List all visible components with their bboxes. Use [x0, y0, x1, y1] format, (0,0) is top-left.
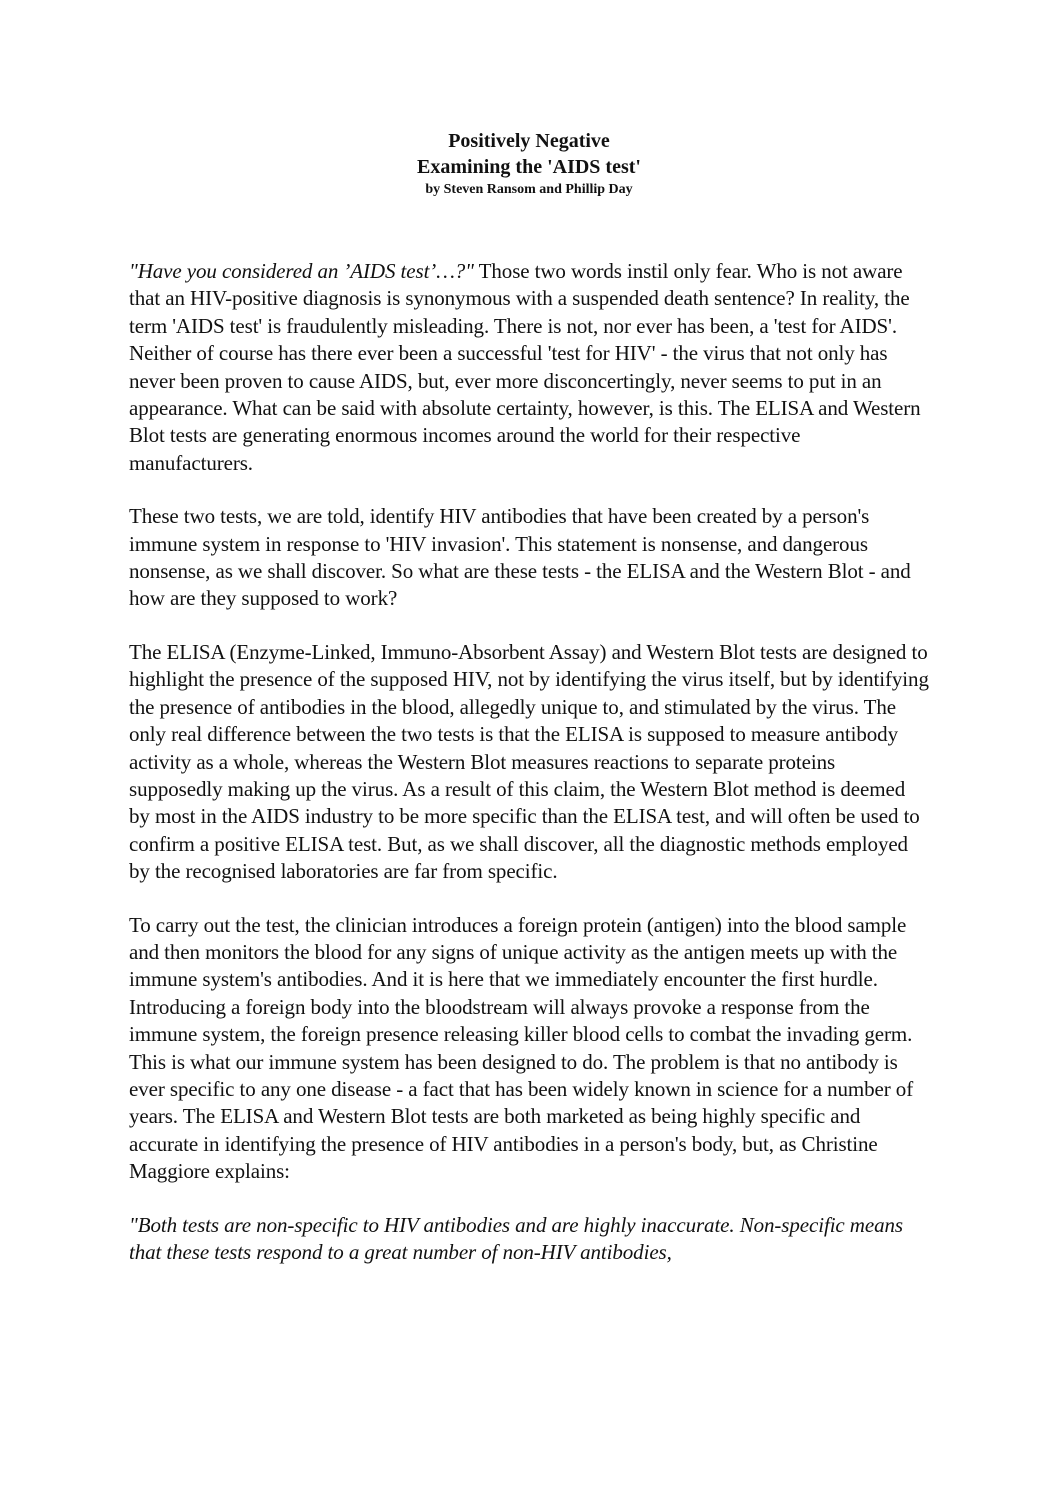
title-line-1: Positively Negative — [448, 130, 610, 152]
title-line-2: Examining the 'AIDS test' — [417, 156, 641, 178]
opening-quote: "Have you considered an ’AIDS test’…?" — [129, 259, 474, 283]
block-quote: "Both tests are non-specific to HIV antibodies and are highly inaccurate. Non-specific means that these tests respond to a great number of non-HIV antibodies, — [129, 1212, 903, 1264]
author-byline: by Steven Ransom and Phillip Day — [425, 182, 633, 197]
document-body — [129, 258, 929, 1266]
paragraph-3: The ELISA (Enzyme-Linked, Immuno-Absorbent Assay) and Western Blot tests are designed to highlight the presence of the supposed HIV, not by identifying the virus itself, but by identifying the presence of antibodies in the blood, allegedly unique to, and stimulated by the virus. The only real difference between the two tests is that the ELISA is supposed to measure antibody activity as a whole, whereas the Western Blot measures reactions to separate proteins supposedly making up the virus. As a result of this claim, the Western Blot method is deemed by most in the AIDS industry to be more specific than the ELISA test, and will often be used to confirm a positive ELISA test. But, as we shall discover, all the diagnostic methods employed by the recognised laboratories are far from specific. — [129, 639, 929, 884]
paragraph-1 — [129, 258, 929, 477]
document-header — [0, 128, 1058, 200]
paragraph-4: To carry out the test, the clinician introduces a foreign protein (antigen) into the blood sample and then monitors the blood for any signs of unique activity as the antigen meets up with the immune system's antibodies. And it is here that we immediately encounter the first hurdle. Introducing a foreign body into the bloodstream will always provoke a response from the immune system, the foreign presence releasing killer blood cells to combat the invading germ. This is what our immune system has been designed to do. The problem is that no antibody is ever specific to any one disease - a fact that has been widely known in science for a number of years. The ELISA and Western Blot tests are both marketed as being highly specific and accurate in identifying the presence of HIV antibodies in a person's body, but, as Christine Maggiore explains: — [129, 912, 914, 1184]
paragraph-2: These two tests, we are told, identify HIV antibodies that have been created by a person's immune system in response to 'HIV invasion'. This statement is nonsense, and dangerous nonsense, as we shall discover. So what are these tests - the ELISA and the Western Blot - and how are they supposed to work? — [129, 504, 911, 611]
paragraph-1-text: Those two words instil only fear. Who is not aware that an HIV-positive diagnosis is synonymous with a suspended death sentence? In reality, the term 'AIDS test' is fraudulently misleading. There is not, nor ever has been, a 'test for AIDS'. Neither of course has there ever been a successful 'test for HIV' - the virus that not only has never been proven to cause AIDS, but, ever more disconcertingly, never seems to put in an appearance. What can be said with absolute certainty, however, is this. The ELISA and Western Blot tests are generating enormous incomes around the world for their respective manufacturers. — [129, 259, 921, 475]
